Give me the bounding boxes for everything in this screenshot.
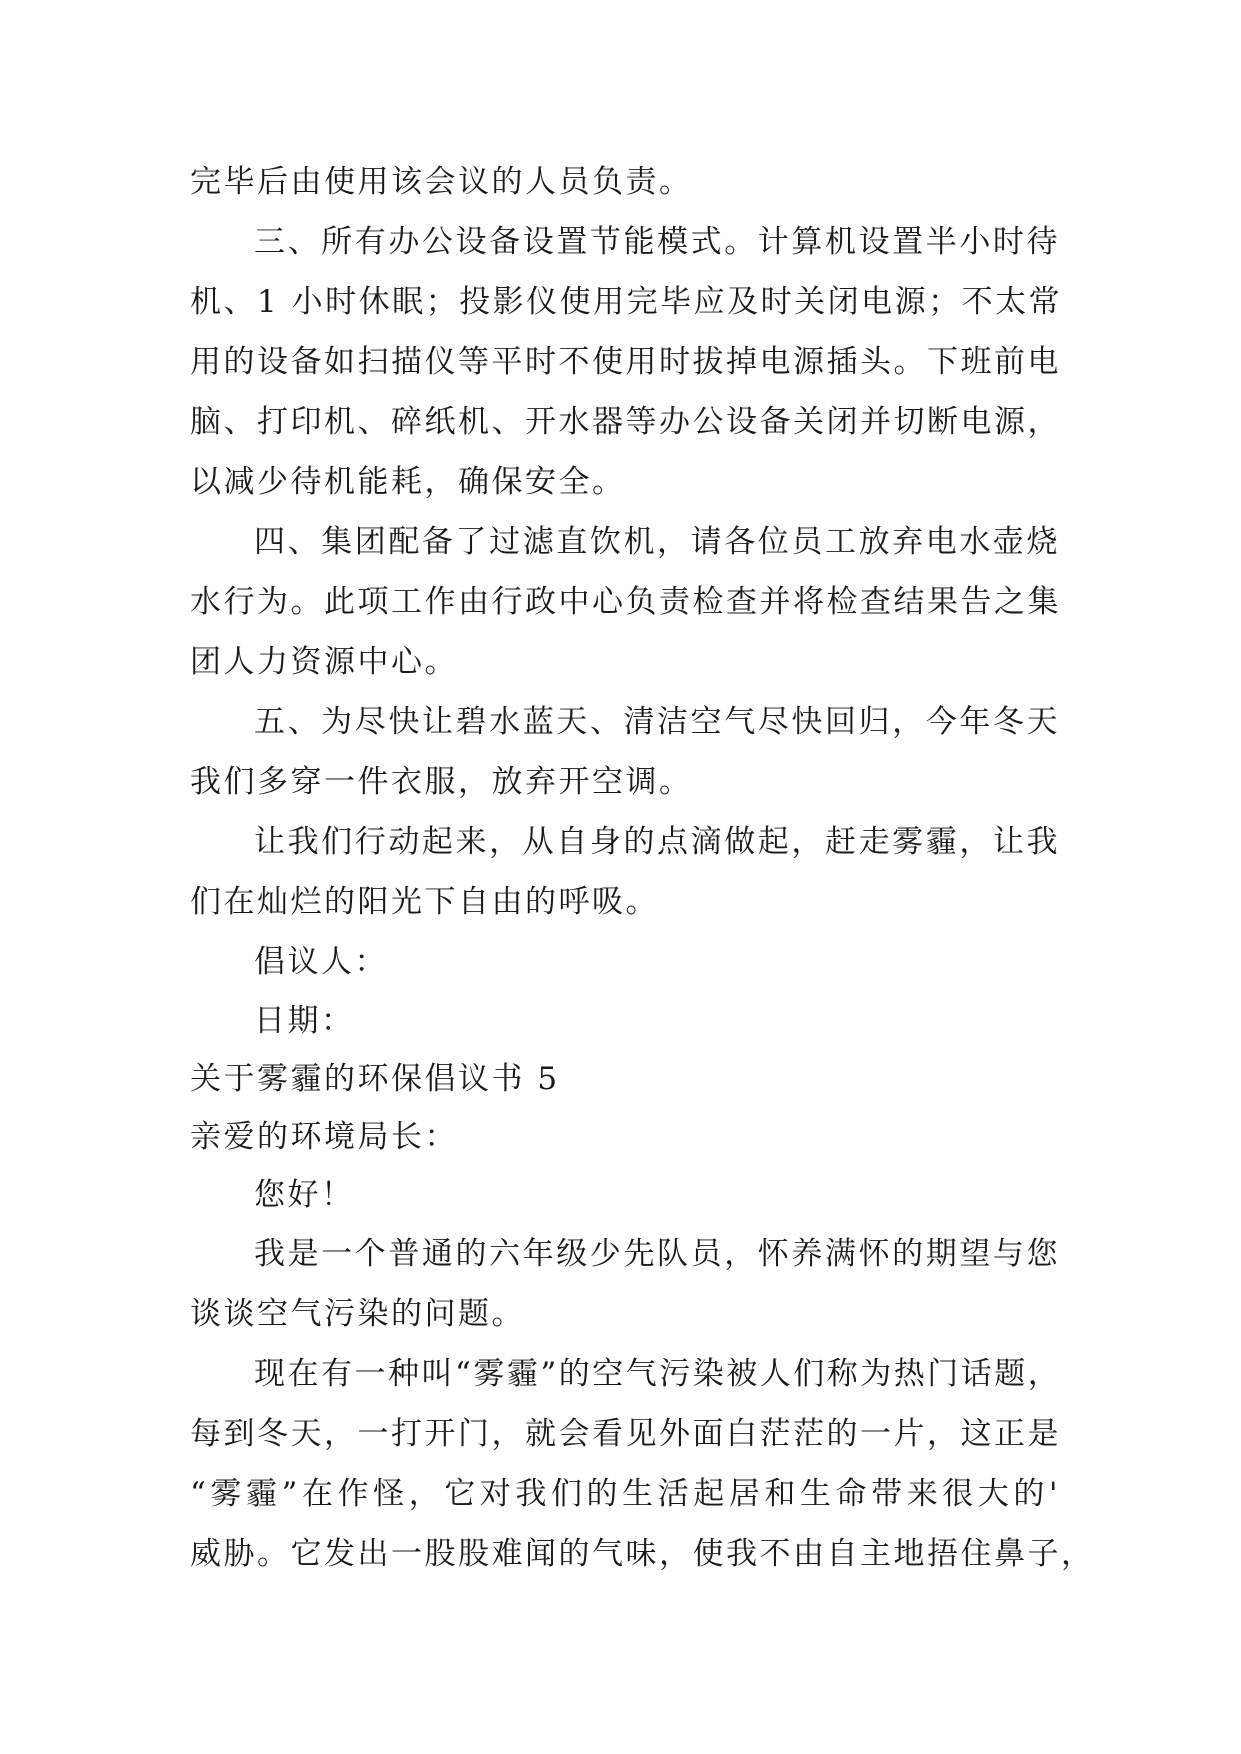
paragraph-line: 脑、打印机、碎纸机、开水器等办公设备关闭并切断电源，: [190, 404, 1061, 440]
date-label: 日期：: [254, 1003, 355, 1039]
salutation: 亲爱的环境局长：: [190, 1119, 458, 1155]
paragraph-line: 用的设备如扫描仪等平时不使用时拔掉电源插头。下班前电: [190, 344, 1061, 380]
paragraph-line: 每到冬天，一打开门，就会看见外面白茫茫的一片，这正是: [190, 1416, 1061, 1452]
paragraph-line: 机、1 小时休眠；投影仪使用完毕应及时关闭电源；不太常: [190, 284, 1063, 320]
paragraph-line: 让我们行动起来，从自身的点滴做起，赶走雾霾，让我: [254, 824, 1060, 860]
paragraph-line: 团人力资源中心。: [190, 644, 458, 680]
paragraph-line: 四、集团配备了过滤直饮机，请各位员工放弃电水壶烧: [254, 524, 1060, 560]
section-title: 关于雾霾的环保倡议书 5: [190, 1061, 560, 1097]
paragraph-line: 现在有一种叫“雾霾”的空气污染被人们称为热门话题，: [254, 1356, 1062, 1392]
paragraph-line: 五、为尽快让碧水蓝天、清洁空气尽快回归，今年冬天: [254, 704, 1060, 740]
signature-label: 倡议人：: [254, 944, 388, 980]
greeting: 您好！: [254, 1177, 355, 1213]
paragraph-line: 谈谈空气污染的问题。: [190, 1296, 525, 1332]
paragraph-line: 以减少待机能耗，确保安全。: [190, 464, 626, 500]
document-body: [190, 152, 1095, 1584]
paragraph-line: 三、所有办公设备设置节能模式。计算机设置半小时待: [254, 224, 1060, 260]
paragraph-line: 我是一个普通的六年级少先队员，怀养满怀的期望与您: [254, 1236, 1060, 1272]
paragraph-line: 我们多穿一件衣服，放弃开空调。: [190, 764, 693, 800]
paragraph-line: “雾霾”在作怪，它对我们的生活起居和生命带来很大的': [190, 1476, 1060, 1512]
paragraph-line: 完毕后由使用该会议的人员负责。: [190, 164, 693, 200]
paragraph-line: 们在灿烂的阳光下自由的呼吸。: [190, 884, 659, 920]
paragraph-line: 水行为。此项工作由行政中心负责检查并将检查结果告之集: [190, 584, 1061, 620]
paragraph-line: 威胁。它发出一股股难闻的气味，使我不由自主地捂住鼻子，: [190, 1536, 1095, 1572]
